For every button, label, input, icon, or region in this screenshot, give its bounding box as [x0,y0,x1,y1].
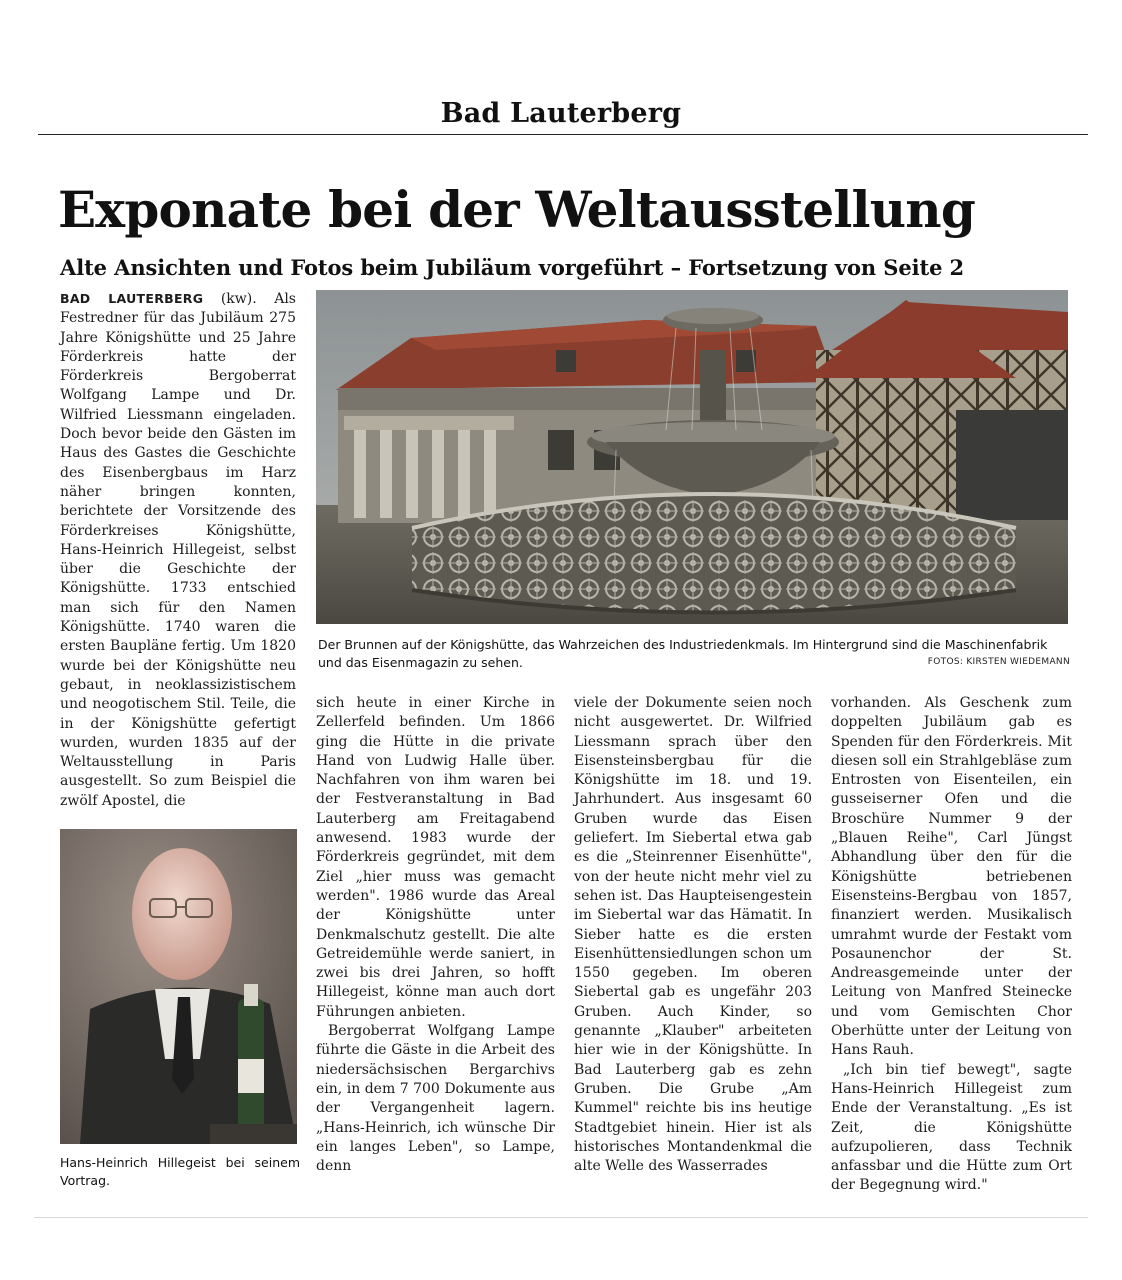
text-column-3 [574,694,812,1176]
section-title: Bad Lauterberg [440,98,682,129]
speaker-photo-caption: Hans-Heinrich Hillegeist bei seinem Vortrag. [60,1155,300,1188]
bottom-rule [34,1217,1088,1218]
paragraph: „Ich bin tief bewegt", sagte Hans-Heinrich Hillegeist zum Ende der Veranstaltung. „Es ist Zeit, die Königshütte aufzupolieren, dass Technik anfassbar und die Hütte zum Ort der Begegnung wird." [831,1061,1072,1194]
paragraph: Bergoberrat Wolfgang Lampe führte die Gäste in die Arbeit des niedersächsischen Bergarchivs ein, in dem 7 700 Dokumente aus der Vergangenheit lagern. „Hans-Heinrich, ich wünsche Dir ein langes Leben", so Lampe, denn [316,1023,555,1175]
paragraph: sich heute in einer Kirche in Zellerfeld befinden. Um 1866 ging die Hütte in die private Hand von Ludwig Halle über. Nachfahren von ihm waren bei der Festveranstaltung in Bad Lauterberg am Freitagabend anwesend. 1983 wurde der Förderkreis gegründet, mit dem Ziel „hier muss was gemacht werden". 1986 wurde das Areal der Königshütte unter Denkmalschutz gestellt. Die alte Getreidemühle werde saniert, in zwei bis drei Jahren, so hofft Hillegeist, könne man auch dort Führungen anbieten. [316,695,555,1020]
photo-credit: FOTOS: KIRSTEN WIEDEMANN [927,657,1070,667]
fountain-photo [316,290,1068,624]
paragraph: viele der Dokumente seien noch nicht ausgewertet. Dr. Wilfried Liessmann sprach über den Eisensteinsbergbau für die Königshütte im 18. und 19. Jahrhundert. Aus insgesamt 60 Gruben wurde das Eisen geliefert. Im Siebertal etwa gab es die „Steinrenner Eisenhütte", von der heute nicht mehr viel zu sehen ist. Das Haupteisengestein im Siebertal war das Hämatit. In Sieber hatte es die ersten Eisenhüttensiedlungen schon um 1550 gegeben. Im oberen Siebertal gab es ungefähr 203 Gruben. Auch Kinder, so genannte „Klauber" arbeiteten hier wie in der Königshütte. In Bad Lauterberg gab es zehn Gruben. Die Grube „Am Kummel" reichte bis ins heutige Stadtgebiet hinein. Hier ist als historisches Montandenkmal die alte Welle des Wasserrades [574,695,812,1175]
text-column-1 [60,289,296,811]
article-headline: Exponate bei der Weltausstellung [58,180,975,239]
paragraph: vorhanden. Als Geschenk zum doppelten Jubiläum gab es Spenden für den Förderkreis. Mit diesen soll ein Strahlgebläse zum Entrosten von Eisenteilen, ein gusseiserner Ofen und die Broschüre Nummer 9 der „Blauen Reihe", Carl Jüngst Abhandlung über den für die Königshütte betriebenen Eisensteins-Bergbau von 1857, finanziert werden. Musikalisch umrahmt wurde der Festakt vom Posaunenchor der St. Andreasgemeinde unter der Leitung von Manfred Steinecke und vom Gemischten Chor Oberhütte unter der Leitung von Hans Rauh. [831,695,1072,1059]
main-photo-caption: Der Brunnen auf der Königshütte, das Wahrzeichen des Industriedenkmals. Im Hintergrund sind die Maschinenfabrik und das Eisenmagazin zu sehen. [318,637,1048,670]
section-rule [38,134,1088,135]
paragraph: BAD LAUTERBERG (kw). Als Festredner für das Jubiläum 275 Jahre Königshütte und 25 Jahre Förderkreis hatte der Förderkreis Bergoberrat Wolfgang Lampe und Dr. Wilfried Liessmann eingeladen. Doch bevor beide den Gästen im Haus des Gastes die Geschichte des Eisenbergbaus im Harz näher bringen konnten, berichtete der Vorsitzende des Förderkreises Königshütte, Hans-Heinrich Hillegeist, selbst über die Geschichte der Königshütte. 1733 entschied man sich für den Namen Königshütte. 1740 waren die ersten Baupläne fertig. Um 1820 wurde bei der Königshütte neu gebaut, in neoklassizistischem und neogotischem Stil. Teile, die in der Königshütte gefertigt wurden, wurden 1835 auf der Weltausstellung in Paris ausgestellt. So zum Beispiel die zwölf Apostel, die [60,291,296,809]
article-subheadline: Alte Ansichten und Fotos beim Jubiläum vorgeführt – Fortsetzung von Seite 2 [60,255,965,280]
dateline: BAD LAUTERBERG [60,291,204,306]
text-column-2 [316,694,555,1176]
text-column-4 [831,694,1072,1196]
speaker-photo [60,829,297,1144]
